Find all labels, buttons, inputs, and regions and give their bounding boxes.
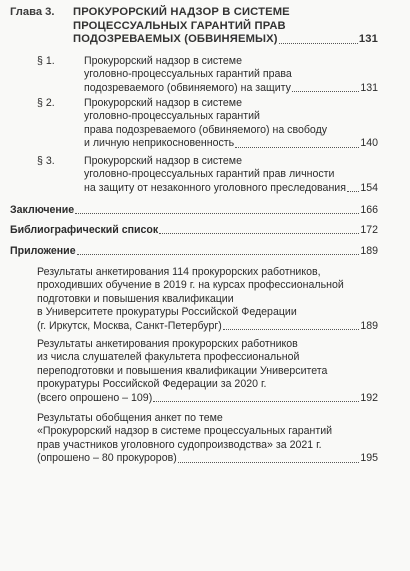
dot-leader <box>292 90 359 92</box>
dot-leader <box>279 42 358 44</box>
dot-leader <box>178 461 360 463</box>
section-title-line: Прокурорский надзор в системе <box>84 155 242 167</box>
page-number: 172 <box>360 224 378 236</box>
appendix-item-line: Результаты анкетирования прокурорских работников <box>37 338 298 350</box>
section-title <box>84 55 378 95</box>
section-title-line: уголовно-процессуальных гарантий прав личности <box>84 168 335 181</box>
appendix-item-last-text: (опрошено – 80 прокуроров) <box>37 452 177 465</box>
entry-title: Приложение <box>10 245 76 257</box>
appendix-item-last-line <box>37 392 378 405</box>
entry-line <box>10 204 378 217</box>
section-title-last-line <box>84 182 378 195</box>
section-2-entry[interactable] <box>37 97 378 151</box>
appendix-item-last-line <box>37 452 378 465</box>
section-1-entry[interactable] <box>37 55 378 95</box>
chapter-title-line: ПРОКУРОРСКИЙ НАДЗОР В СИСТЕМЕ <box>73 6 290 18</box>
section-title-line: права подозреваемого (обвиняемого) на свободу <box>84 123 328 136</box>
page-number: 166 <box>360 204 378 216</box>
section-3-entry[interactable] <box>37 155 378 195</box>
dot-leader <box>347 190 359 192</box>
dot-leader <box>159 232 359 234</box>
bibliography-entry[interactable] <box>10 224 378 237</box>
section-title-last-text: и личную неприкосновенность <box>84 137 235 150</box>
dot-leader <box>75 212 359 214</box>
section-title-line: Прокурорский надзор в системе <box>84 97 242 109</box>
appendix-entry[interactable] <box>10 245 378 258</box>
appendix-item-line: прав участников уголовного судопроизводства» за 2021 г. <box>37 438 322 451</box>
chapter-label: Глава 3. <box>10 6 55 18</box>
conclusion-entry[interactable] <box>10 204 378 217</box>
appendix-item-line: прокуратуры Российской Федерации за 2020 г. <box>37 378 267 391</box>
dot-leader <box>153 400 359 402</box>
appendix-item-3[interactable] <box>37 412 378 466</box>
entry-line <box>10 224 378 237</box>
appendix-item-2[interactable] <box>37 338 378 405</box>
dot-leader <box>77 253 360 255</box>
appendix-item-1[interactable] <box>37 266 378 333</box>
entry-line <box>10 245 378 258</box>
page-number: 189 <box>360 319 378 332</box>
section-marker: § 3. <box>37 155 55 167</box>
section-title-line: уголовно-процессуальных гарантий права <box>84 68 292 81</box>
section-title-last-line <box>84 82 378 95</box>
page-number: 131 <box>358 33 378 46</box>
appendix-item-line: переподготовки и повышения квалификации Университета <box>37 364 328 377</box>
dot-leader <box>235 146 359 148</box>
appendix-item-line: Результаты анкетирования 114 прокурорских работников, <box>37 266 321 278</box>
appendix-item-line: Результаты обобщения анкет по теме <box>37 412 223 424</box>
chapter-3-entry[interactable] <box>10 6 378 47</box>
appendix-item-line: подготовки и повышения квалификации <box>37 292 234 305</box>
chapter-title-line: ПРОЦЕССУАЛЬНЫХ ГАРАНТИЙ ПРАВ <box>73 19 286 32</box>
entry-title: Библиографический список <box>10 224 159 236</box>
page-number: 154 <box>360 181 378 194</box>
appendix-item-line: проходивших обучение в 2019 г. на курсах профессиональной <box>37 279 344 292</box>
section-title-last-text: подозреваемого (обвиняемого) на защиту <box>84 81 291 94</box>
section-title-line: уголовно-процессуальных гарантий <box>84 110 260 123</box>
section-title <box>84 155 378 195</box>
section-title-line: Прокурорский надзор в системе <box>84 55 242 67</box>
entry-title: Заключение <box>10 204 75 216</box>
appendix-item-last-text: (г. Иркутск, Москва, Санкт-Петербург) <box>37 319 222 332</box>
appendix-item-last-line <box>37 320 378 333</box>
appendix-item-line: «Прокурорский надзор в системе процессуальных гарантий <box>37 425 333 438</box>
page-number: 192 <box>360 391 378 404</box>
chapter-title <box>73 6 378 47</box>
appendix-item-last-text: (всего опрошено – 109) <box>37 391 153 404</box>
page-number: 140 <box>360 137 378 150</box>
section-title <box>84 97 378 151</box>
appendix-item-line: из числа слушателей факультета профессиональной <box>37 351 300 364</box>
section-marker: § 1. <box>37 55 55 67</box>
section-title-last-line <box>84 137 378 150</box>
chapter-title-last-line <box>73 33 378 47</box>
page-number: 131 <box>360 81 378 94</box>
section-marker: § 2. <box>37 97 55 109</box>
appendix-item-line: в Университете прокуратуры Российской Федерации <box>37 306 297 319</box>
section-title-last-text: на защиту от незаконного уголовного преследования <box>84 181 346 194</box>
page-number: 189 <box>360 245 378 257</box>
page-number: 195 <box>360 452 378 465</box>
dot-leader <box>223 328 360 330</box>
chapter-title-last-text: ПОДОЗРЕВАЕМЫХ (ОБВИНЯЕМЫХ) <box>73 33 278 46</box>
